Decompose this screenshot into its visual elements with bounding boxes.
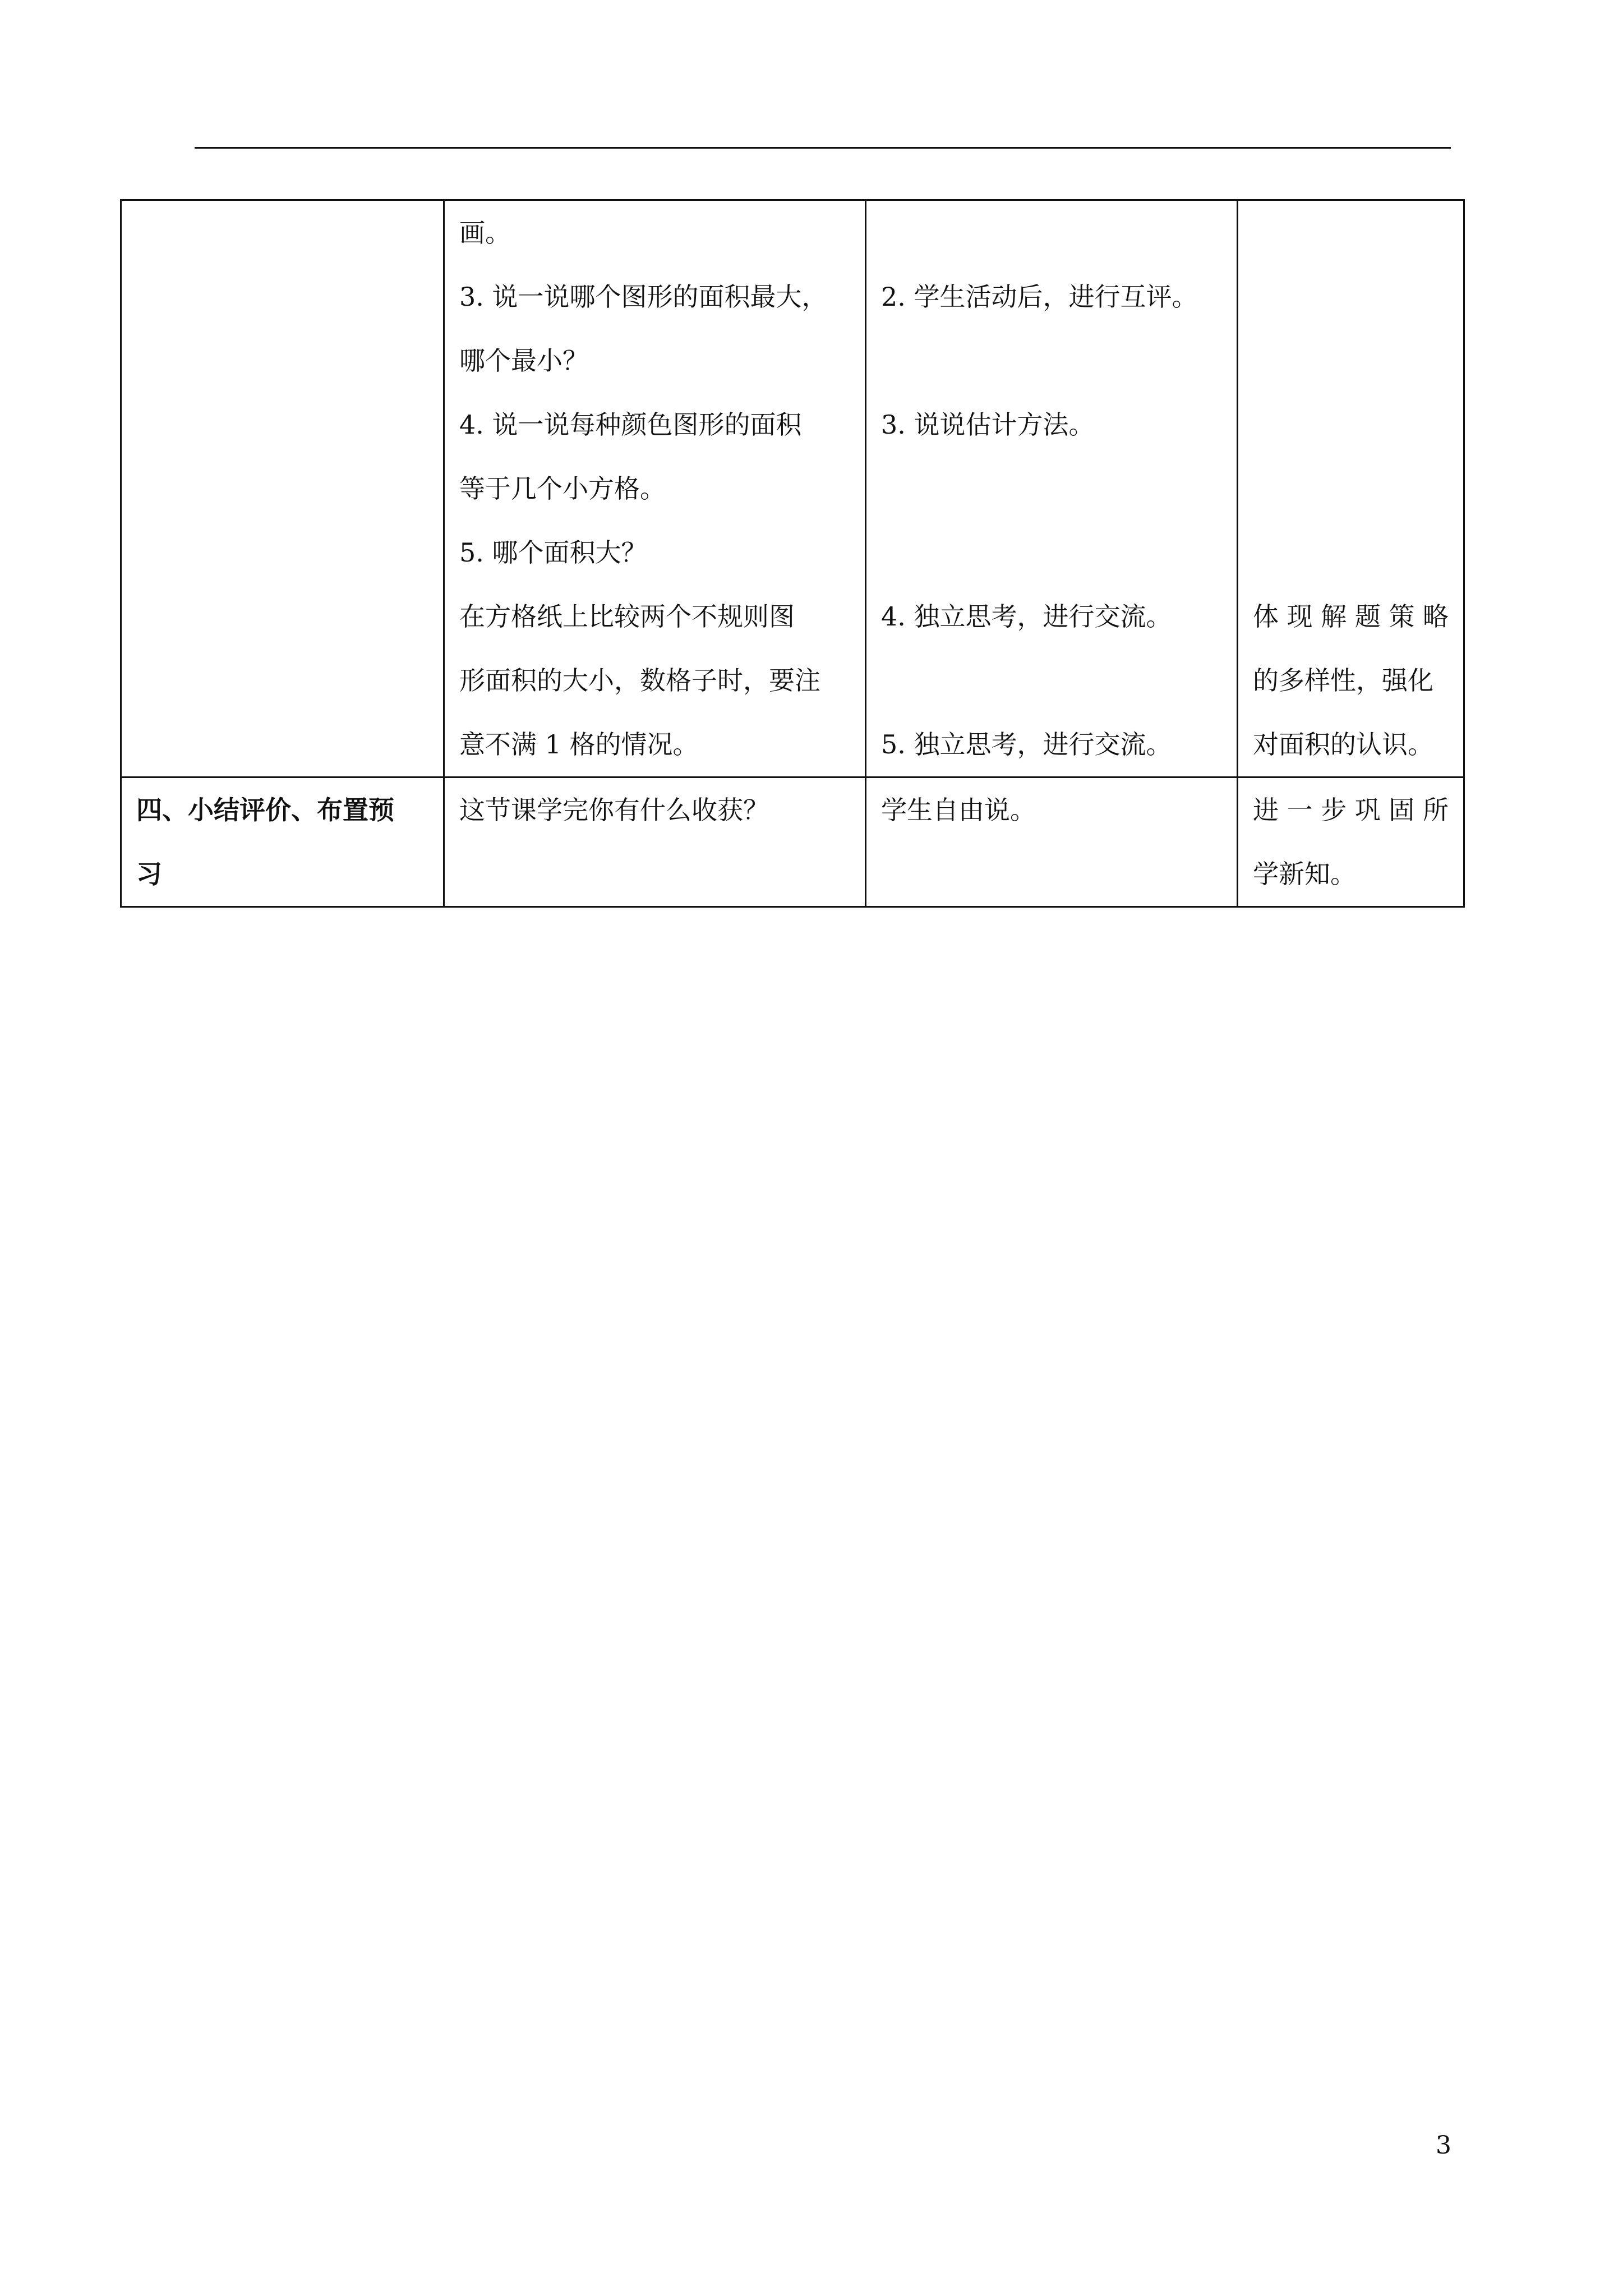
intent-line	[1253, 201, 1449, 265]
teacher-activity-cell	[444, 200, 866, 777]
teacher-line: 3. 说一说哪个图形的面积最大，	[459, 282, 828, 312]
table-row-activities	[121, 200, 1464, 777]
design-intent-cell	[1238, 200, 1464, 777]
table-row-summary	[121, 777, 1464, 907]
stage-line: 习	[136, 859, 162, 889]
header-rule	[195, 147, 1451, 149]
intent-line	[1253, 329, 1449, 393]
teacher-line: 形面积的大小，数格子时，要注	[459, 665, 820, 696]
student-line: 学生自由说。	[881, 795, 1036, 825]
intent-line	[1253, 393, 1449, 457]
intent-line: 对面积的认识。	[1253, 729, 1433, 760]
student-activity-cell	[866, 777, 1238, 907]
teacher-line: 意不满 1 格的情况。	[459, 729, 699, 760]
student-line: 3. 说说估计方法。	[881, 409, 1095, 440]
student-line	[881, 648, 1222, 712]
student-line: 2. 学生活动后，进行互评。	[881, 282, 1198, 312]
intent-line	[1253, 521, 1449, 585]
student-line: 5. 独立思考，进行交流。	[881, 729, 1172, 760]
intent-line: 进一步巩固所	[1253, 795, 1449, 825]
stage-cell	[121, 200, 444, 777]
teacher-line: 在方格纸上比较两个不规则图	[459, 601, 795, 632]
intent-line	[1253, 457, 1449, 521]
student-line	[881, 521, 1222, 585]
student-line	[881, 457, 1222, 521]
stage-line: 四、小结评价、布置预	[136, 795, 394, 825]
intent-line: 的多样性，强化	[1253, 665, 1433, 696]
student-line	[881, 329, 1222, 393]
student-line: 4. 独立思考，进行交流。	[881, 601, 1172, 632]
intent-line: 学新知。	[1253, 859, 1356, 889]
intent-line	[1253, 265, 1449, 329]
student-activity-cell	[866, 200, 1238, 777]
page-number: 3	[1436, 2131, 1451, 2160]
lesson-plan-table	[120, 199, 1465, 908]
teacher-line: 5. 哪个面积大？	[459, 537, 647, 568]
teacher-line: 这节课学完你有什么收获？	[459, 795, 769, 825]
teacher-line: 4. 说一说每种颜色图形的面积	[459, 409, 802, 440]
stage-cell	[121, 777, 444, 907]
teacher-line: 等于几个小方格。	[459, 473, 666, 504]
intent-line: 体现解题策略	[1253, 601, 1449, 632]
student-line	[881, 201, 1222, 265]
teacher-activity-cell	[444, 777, 866, 907]
teacher-line: 哪个最小？	[459, 346, 588, 376]
design-intent-cell	[1238, 777, 1464, 907]
teacher-line: 画。	[459, 218, 511, 248]
